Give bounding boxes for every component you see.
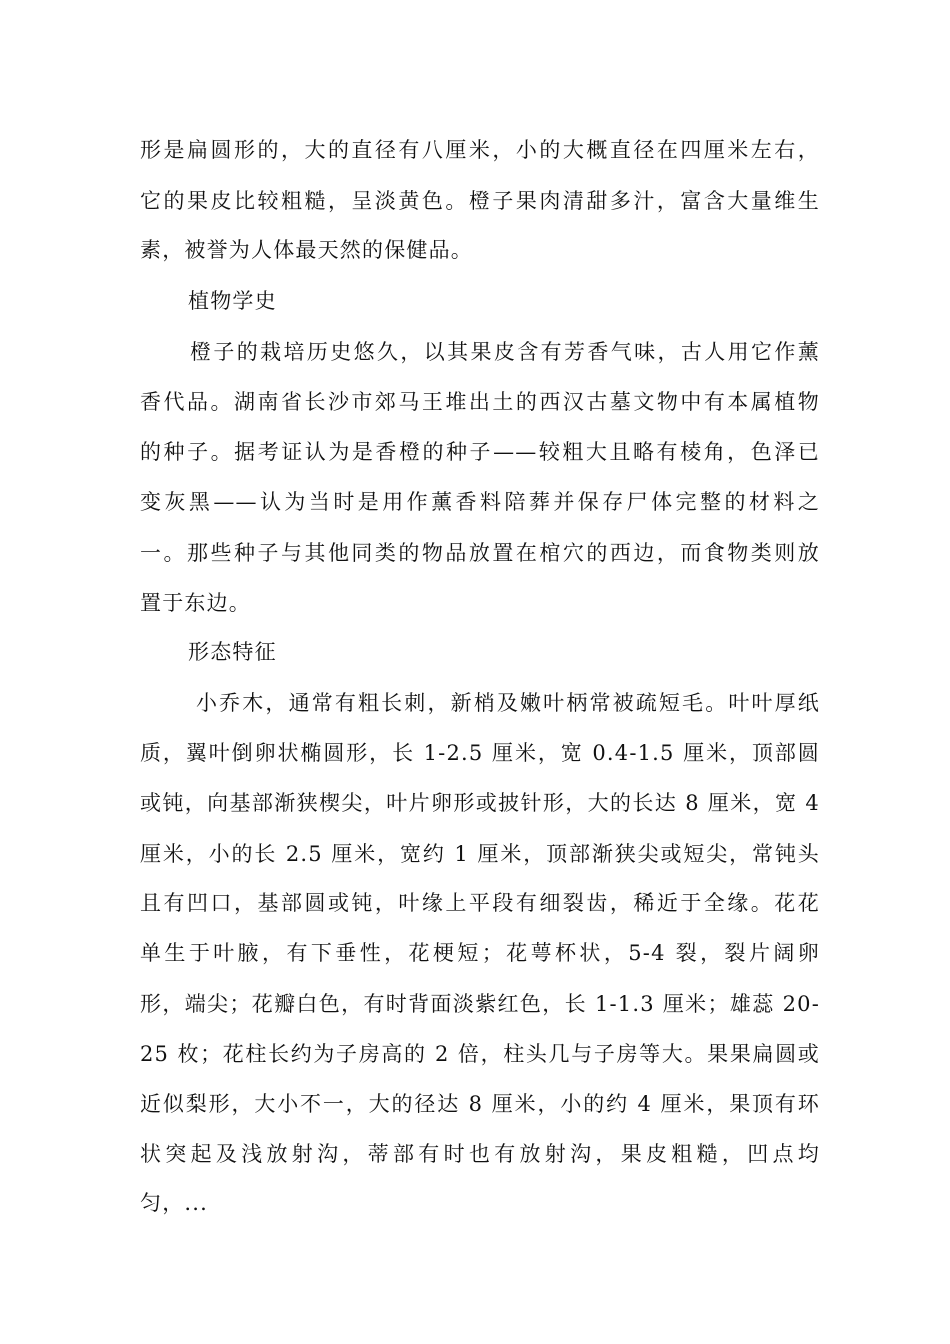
paragraph-line: 形是扁圆形的，大的直径有八厘米，小的大概直径在四厘米左右，	[140, 138, 820, 162]
paragraph-line: 形，端尖；花瓣白色，有时背面淡紫红色，长 1-1.3 厘米；雄蕊 20-	[140, 992, 820, 1016]
paragraph-line: 匀，...	[140, 1191, 209, 1215]
paragraph-line: 25 枚；花柱长约为子房高的 2 倍，柱头几与子房等大。果果扁圆或	[140, 1042, 820, 1066]
paragraph-line: 且有凹口，基部圆或钝，叶缘上平段有细裂齿，稀近于全缘。花花	[140, 891, 820, 915]
paragraph-line: 橙子的栽培历史悠久，以其果皮含有芳香气味，古人用它作薰	[190, 340, 820, 364]
paragraph-line: 质，翼叶倒卵状椭圆形，长 1-2.5 厘米，宽 0.4-1.5 厘米，顶部圆	[140, 741, 820, 765]
paragraph-line: 变灰黑——认为当时是用作薰香料陪葬并保存尸体完整的材料之	[140, 490, 820, 514]
paragraph-line: 厘米，小的长 2.5 厘米，宽约 1 厘米，顶部渐狭尖或短尖，常钝头	[140, 842, 820, 866]
paragraph-line: 小乔木，通常有粗长刺，新梢及嫩叶柄常被疏短毛。叶叶厚纸	[196, 691, 820, 715]
paragraph-line: 状突起及浅放射沟，蒂部有时也有放射沟，果皮粗糙，凹点均	[140, 1142, 820, 1166]
paragraph-line: 置于东边。	[140, 591, 251, 615]
section-heading: 植物学史	[188, 289, 277, 313]
paragraph-line: 的种子。据考证认为是香橙的种子——较粗大且略有棱角，色泽已	[140, 440, 820, 464]
paragraph-line: 它的果皮比较粗糙，呈淡黄色。橙子果肉清甜多汁，富含大量维生	[140, 189, 820, 213]
paragraph-line: 或钝，向基部渐狭楔尖，叶片卵形或披针形，大的长达 8 厘米，宽 4	[140, 791, 820, 815]
paragraph-line: 香代品。湖南省长沙市郊马王堆出土的西汉古墓文物中有本属植物	[140, 390, 820, 414]
section-heading: 形态特征	[188, 640, 277, 664]
paragraph-line: 单生于叶腋，有下垂性，花梗短；花萼杯状，5-4 裂，裂片阔卵	[140, 941, 820, 965]
paragraph-line: 近似梨形，大小不一，大的径达 8 厘米，小的约 4 厘米，果顶有环	[140, 1092, 820, 1116]
paragraph-line: 素，被誉为人体最天然的保健品。	[140, 238, 473, 262]
paragraph-line: 一。那些种子与其他同类的物品放置在棺穴的西边，而食物类则放	[140, 541, 820, 565]
